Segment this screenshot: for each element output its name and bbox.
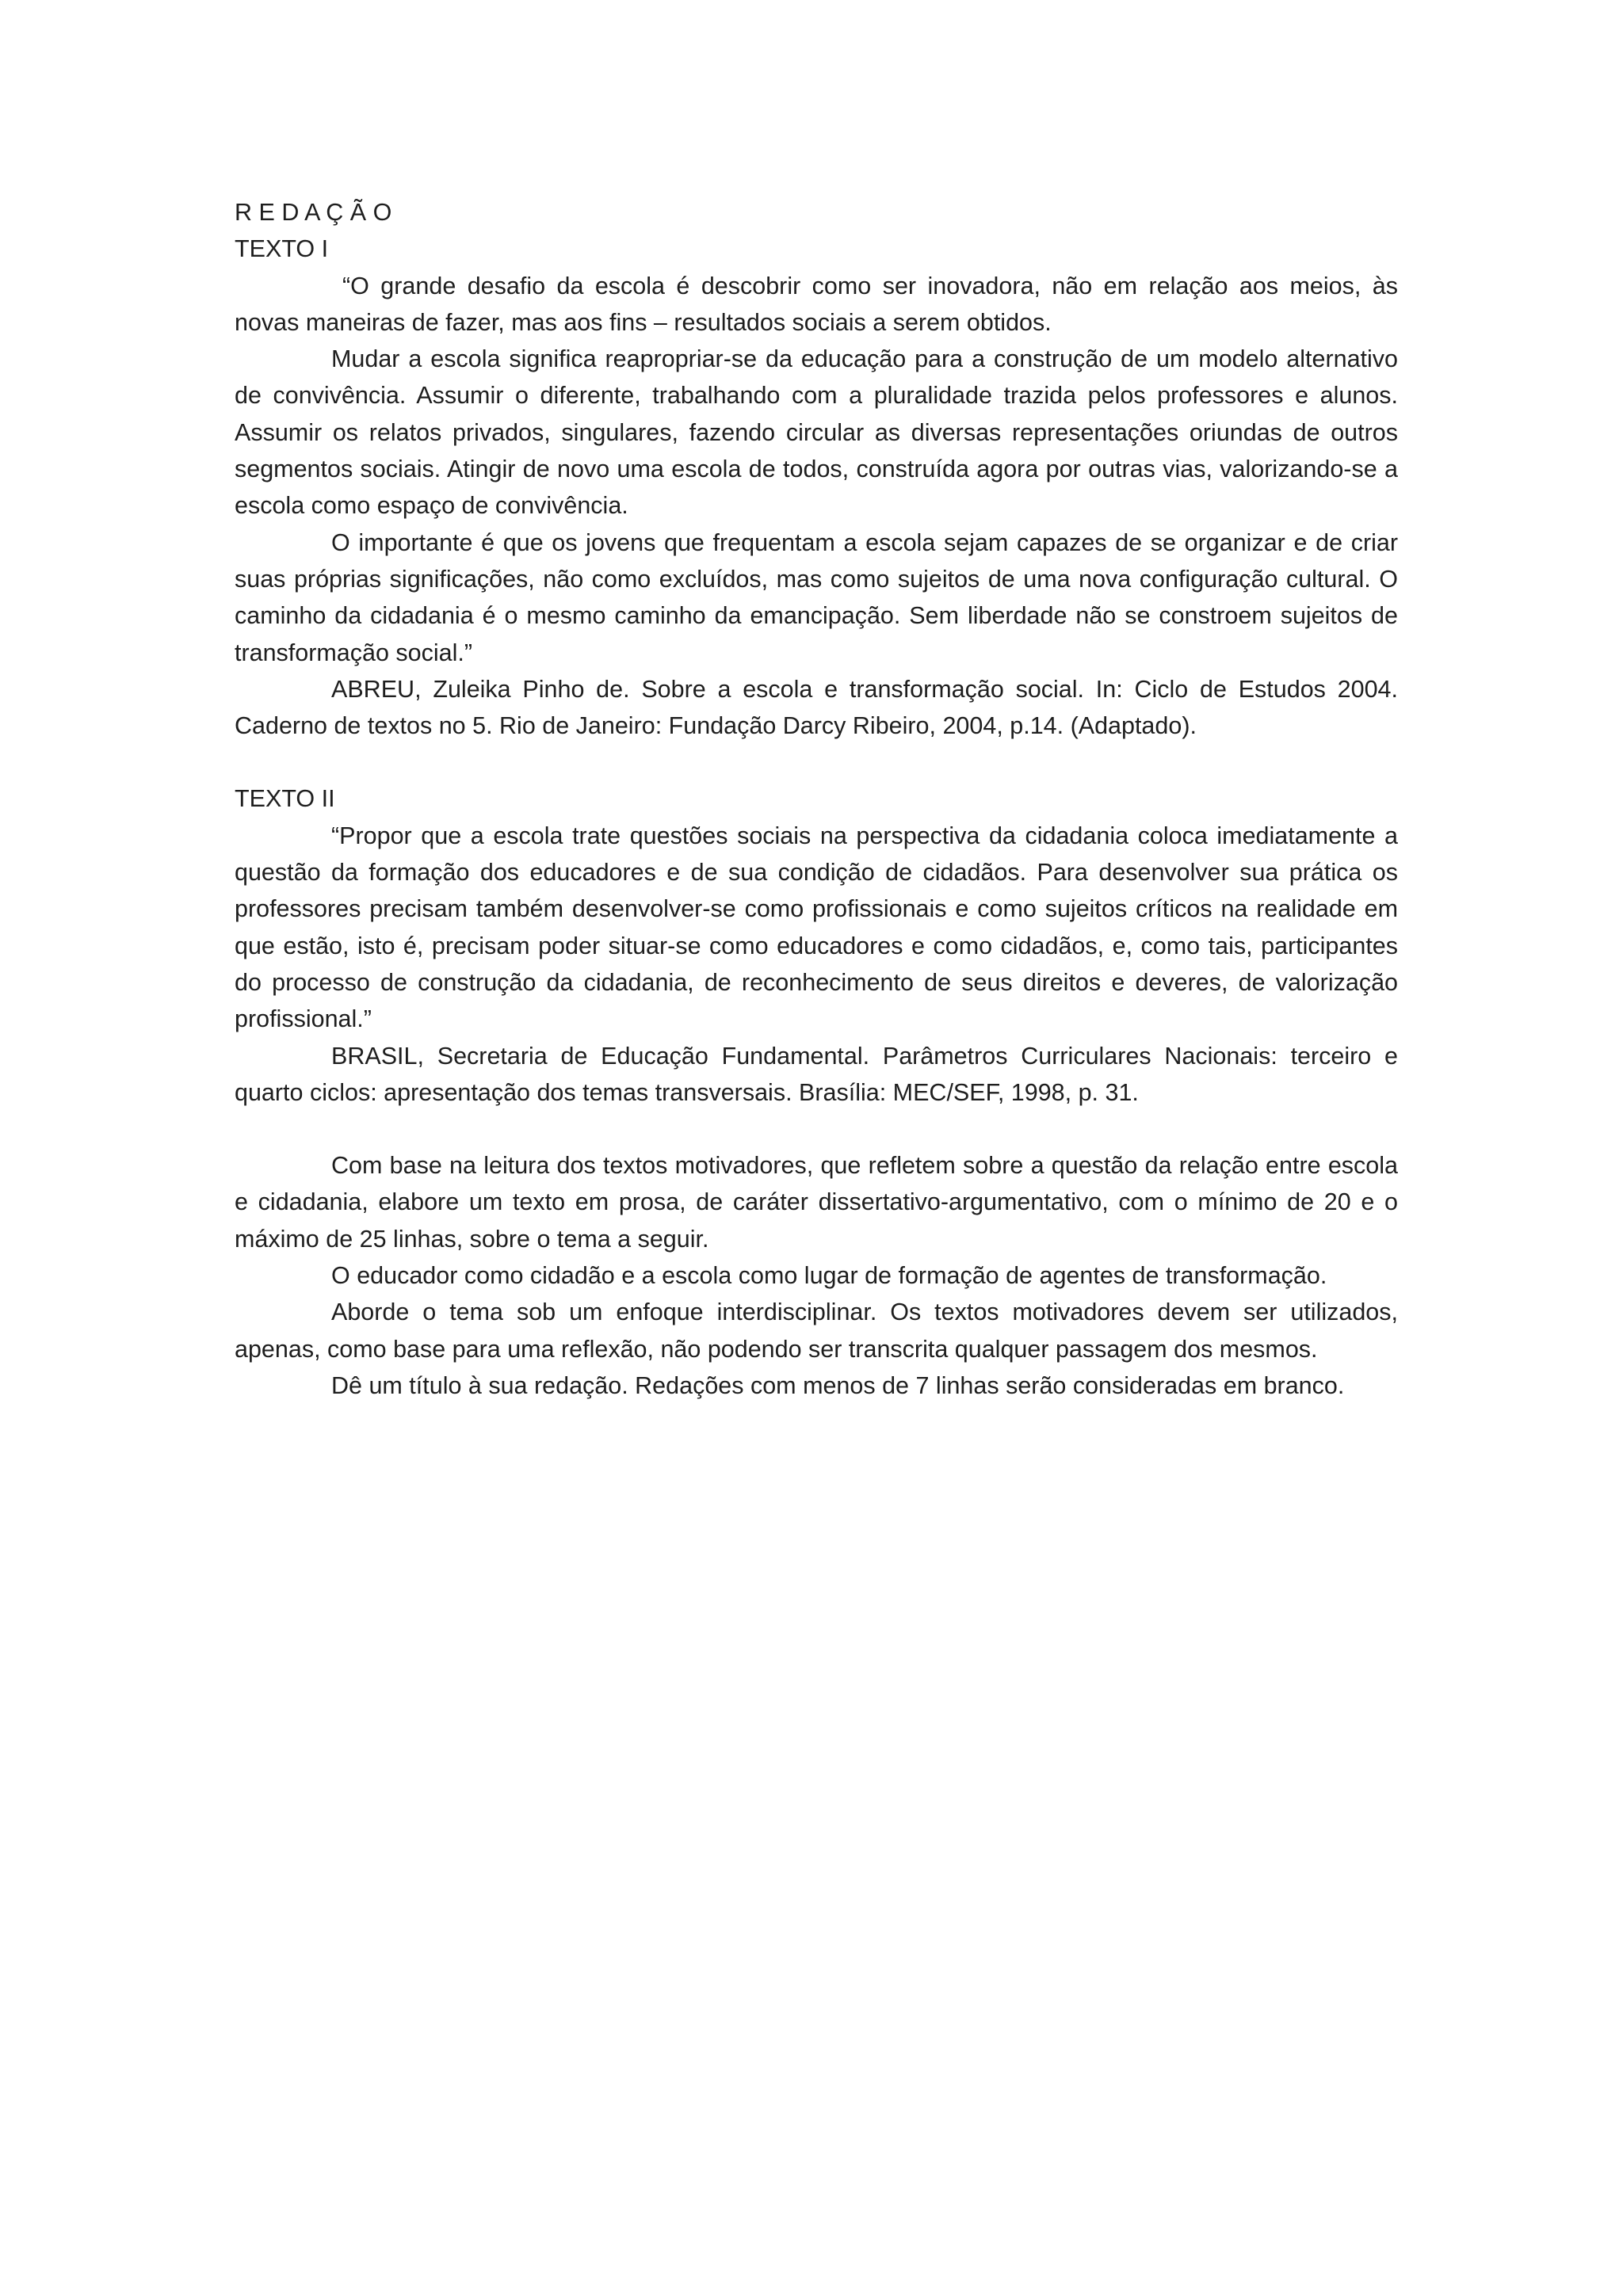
section-spacer	[235, 744, 1398, 780]
texto-i-source: ABREU, Zuleika Pinho de. Sobre a escola e transformação social. In: Ciclo de Estudos 2004. Caderno de textos no 5. Rio de Janeiro: Fundação Darcy Ribeiro, 2004, p.14. (Adaptado).	[235, 675, 1398, 740]
texto-ii-paragraph-1: “Propor que a escola trate questões sociais na perspectiva da cidadania coloca imediatamente a questão da formação dos educadores e de sua condição de cidadãos. Para desenvolver sua prática os professores precisam também desenvolver-se como profissionais e como sujeitos críticos na realidade em que estão, isto é, precisam poder situar-se como educadores e como cidadãos, e, como tais, participantes do processo de construção da cidadania, de reconhecimento de seus direitos e deveres, de valorização profissional.”	[235, 822, 1398, 1033]
instructions-paragraph-1: Com base na leitura dos textos motivadores, que refletem sobre a questão da relação entre escola e cidadania, elabore um texto em prosa, de caráter dissertativo-argumentativo, com o mínimo de 20 e o máximo de 25 linhas, sobre o tema a seguir.	[235, 1152, 1398, 1253]
instructions-paragraph-2: Aborde o tema sob um enfoque interdisciplinar. Os textos motivadores devem ser utilizados, apenas, como base para uma reflexão, não podendo ser transcrita qualquer passagem dos mesmos.	[235, 1299, 1398, 1363]
document-body	[235, 194, 1398, 1404]
document-heading: R E D A Ç Ã O	[235, 199, 392, 226]
texto-ii-source: BRASIL, Secretaria de Educação Fundamental. Parâmetros Curriculares Nacionais: terceiro e quarto ciclos: apresentação dos temas transversais. Brasília: MEC/SEF, 1998, p. 31.	[235, 1042, 1398, 1106]
texto-ii-label: TEXTO II	[235, 785, 335, 813]
essay-theme: O educador como cidadão e a escola como lugar de formação de agentes de transformação.	[331, 1262, 1327, 1290]
texto-i-label: TEXTO I	[235, 235, 329, 263]
texto-i-paragraph-3: O importante é que os jovens que frequentam a escola sejam capazes de se organizar e de criar suas próprias significações, não como excluídos, mas como sujeitos de uma nova configuração cultural. O caminho da cidadania é o mesmo caminho da emancipação. Sem liberdade não se constroem sujeitos de transformação social.”	[235, 528, 1398, 666]
instructions-paragraph-3: Dê um título à sua redação. Redações com menos de 7 linhas serão consideradas em branco.	[331, 1371, 1345, 1399]
texto-i-paragraph-1: “O grande desafio da escola é descobrir como ser inovadora, não em relação aos meios, às novas maneiras de fazer, mas aos fins – resultados sociais a serem obtidos.	[235, 272, 1398, 336]
section-spacer	[235, 1111, 1398, 1147]
texto-i-paragraph-2: Mudar a escola significa reapropriar-se da educação para a construção de um modelo alternativo de convivência. Assumir o diferente, trabalhando com a pluralidade trazida pelos professores e alunos. Assumir os relatos privados, singulares, fazendo circular as diversas representações oriundas de outros segmentos sociais. Atingir de novo uma escola de todos, construída agora por outras vias, valorizando-se a escola como espaço de convivência.	[235, 345, 1398, 520]
